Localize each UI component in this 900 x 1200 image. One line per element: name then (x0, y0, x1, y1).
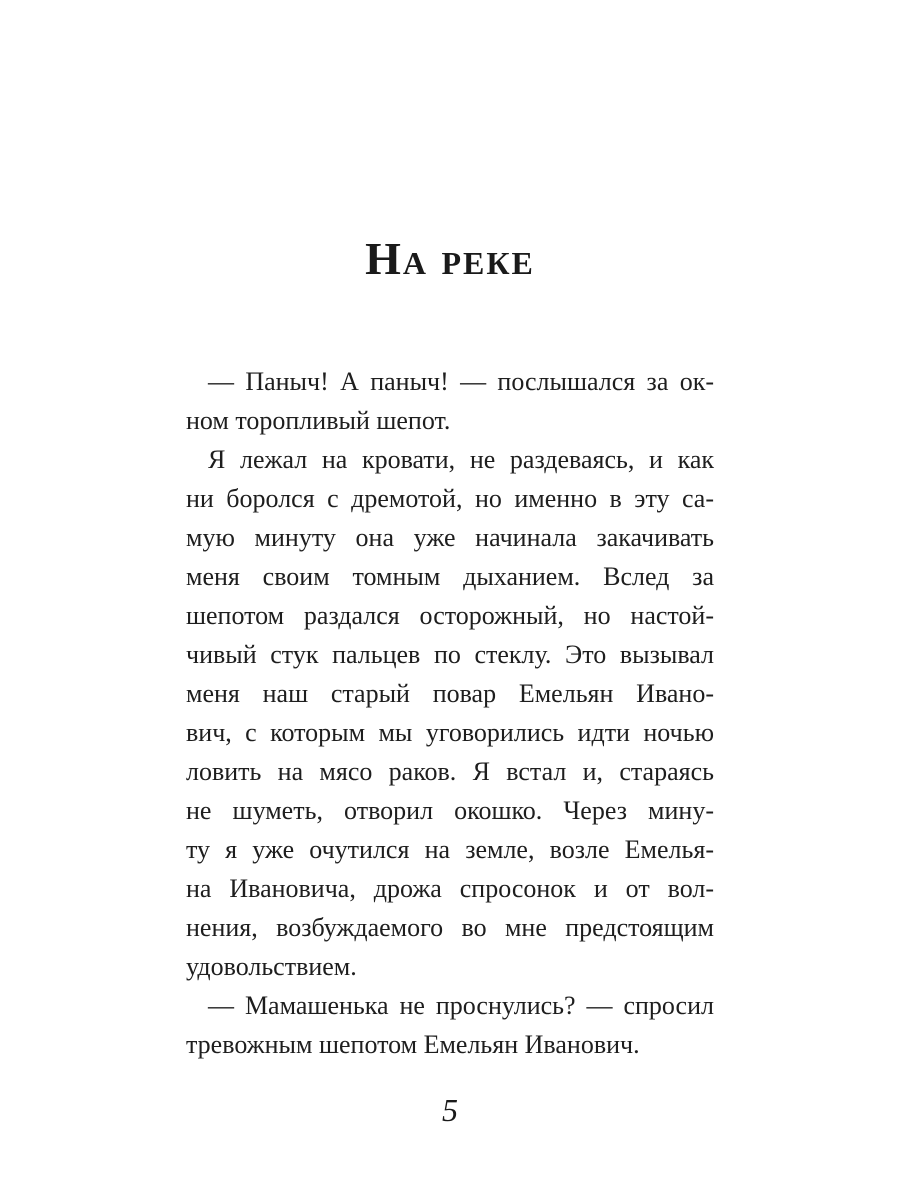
text-line: тревожным шепотом Емельян Иванович. (186, 1030, 640, 1059)
text-line: нения, возбуждаемого во мне предстоящим (186, 913, 714, 942)
text-line: Я лежал на кровати, не раздеваясь, и как (208, 445, 714, 474)
text-line: ном торопливый шепот. (186, 406, 451, 435)
text-line: меня своим томным дыханием. Вслед за (186, 562, 714, 591)
text-line: мую минуту она уже начинала закачивать (186, 523, 714, 552)
text-line: не шуметь, отворил окошко. Через мину- (186, 796, 714, 825)
text-line: шепотом раздался осторожный, но настой- (186, 601, 714, 630)
text-line: на Ивановича, дрожа спросонок и от вол- (186, 874, 714, 903)
text-line: вич, с которым мы уговорились идти ночью (186, 718, 714, 747)
text-line: удовольствием. (186, 952, 357, 981)
text-line: чивый стук пальцев по стеклу. Это вызывал (186, 640, 714, 669)
text-line: — Мамашенька не проснулись? — спросил (208, 991, 714, 1020)
chapter-title: На реке (365, 233, 535, 284)
text-line: ту я уже очутился на земле, возле Емелья- (186, 835, 714, 864)
text-line: — Паныч! А паныч! — послышался за ок- (208, 367, 714, 396)
text-line: меня наш старый повар Емельян Ивано- (186, 679, 714, 708)
text-line: ловить на мясо раков. Я встал и, стараясь (186, 757, 714, 786)
body-text (186, 362, 714, 1064)
text-line: ни боролся с дремотой, но именно в эту са- (186, 484, 714, 513)
page-number: 5 (442, 1092, 458, 1128)
